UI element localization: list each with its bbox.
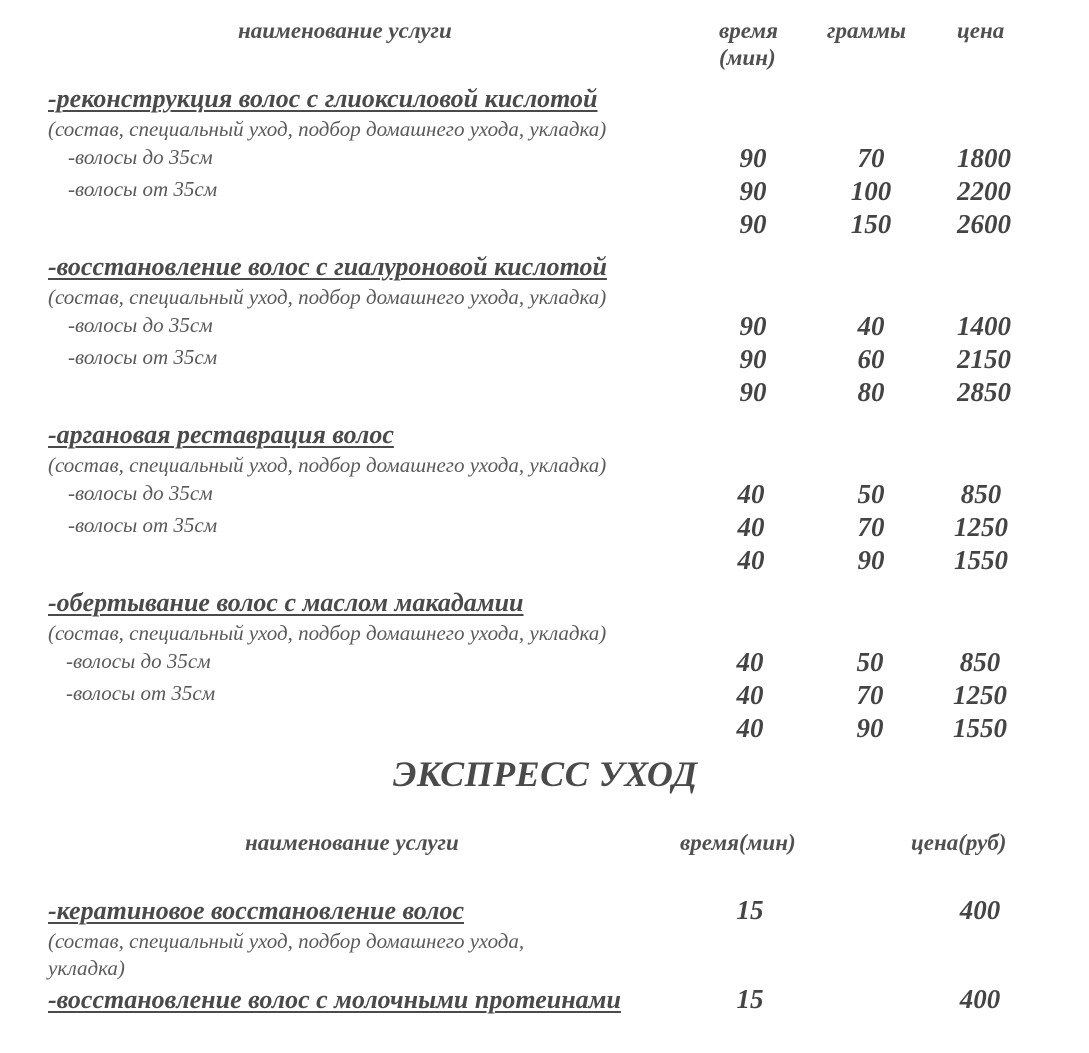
service-description: (состав, специальный уход, подбор домашнего ухода, укладка) [48, 285, 607, 309]
grams-value: 100 [850, 176, 892, 206]
express-time-value: 15 [736, 895, 764, 925]
grams-value: 60 [857, 344, 885, 374]
variant-label: -волосы от 35см [68, 513, 218, 537]
service-description: (состав, специальный уход, подбор домашнего ухода, укладка) [48, 453, 607, 477]
express-header-time: время(мин) [680, 830, 796, 855]
time-value: 90 [739, 344, 767, 374]
grams-value: 70 [856, 680, 884, 710]
express-header-service-name: наименование услуги [245, 830, 459, 855]
header-service-name: наименование услуги [238, 18, 452, 43]
price-value: 2150 [957, 344, 1011, 374]
price-value: 850 [960, 479, 1002, 509]
express-time-value: 15 [736, 984, 764, 1014]
grams-value: 70 [857, 143, 885, 173]
express-header-price: цена(руб) [911, 830, 1007, 855]
price-value: 1400 [957, 311, 1011, 341]
time-value: 90 [739, 176, 767, 206]
variant-label: -волосы от 35см [66, 681, 216, 705]
express-price-value: 400 [959, 984, 1001, 1014]
time-value: 90 [739, 209, 767, 239]
price-value: 2200 [957, 176, 1011, 206]
variant-label: -волосы до 35см [66, 649, 211, 673]
time-value: 90 [739, 311, 767, 341]
variant-label: -волосы до 35см [68, 313, 213, 337]
header-time: время [719, 18, 779, 43]
grams-value: 50 [856, 647, 884, 677]
grams-value: 90 [856, 713, 884, 743]
grams-value: 50 [857, 479, 885, 509]
time-value: 40 [737, 479, 765, 509]
express-service-title: -восстановление волос с молочными протеинами [48, 985, 621, 1014]
variant-label: -волосы до 35см [68, 145, 213, 169]
express-price-value: 400 [959, 895, 1001, 925]
grams-value: 80 [857, 377, 885, 407]
header-time-unit: (мин) [719, 45, 776, 70]
header-price: цена [957, 18, 1005, 43]
service-title: -обертывание волос с маслом макадамии [48, 588, 524, 617]
express-service-title: -кератиновое восстановление волос [48, 896, 464, 925]
express-service-description: укладка) [48, 956, 125, 980]
time-value: 90 [739, 377, 767, 407]
time-value: 40 [737, 545, 765, 575]
price-value: 2850 [957, 377, 1011, 407]
price-value: 1550 [954, 545, 1008, 575]
price-value: 1250 [953, 680, 1007, 710]
price-value: 1800 [957, 143, 1011, 173]
grams-value: 70 [857, 512, 885, 542]
express-service-description: (состав, специальный уход, подбор домашнего ухода, [48, 929, 525, 953]
price-value: 850 [959, 647, 1001, 677]
service-description: (состав, специальный уход, подбор домашнего ухода, укладка) [48, 621, 607, 645]
header-grams: граммы [827, 18, 906, 43]
service-title: -восстановление волос с гиалуроновой кислотой [48, 252, 607, 281]
variant-label: -волосы от 35см [68, 177, 218, 201]
time-value: 90 [739, 143, 767, 173]
express-section-title: ЭКСПРЕСС УХОД [393, 754, 698, 794]
grams-value: 40 [857, 311, 885, 341]
time-value: 40 [737, 512, 765, 542]
variant-label: -волосы от 35см [68, 345, 218, 369]
grams-value: 150 [850, 209, 892, 239]
price-value: 2600 [957, 209, 1011, 239]
price-value: 1550 [953, 713, 1007, 743]
grams-value: 90 [857, 545, 885, 575]
service-title: -аргановая реставрация волос [48, 420, 394, 449]
time-value: 40 [736, 647, 764, 677]
price-value: 1250 [954, 512, 1008, 542]
time-value: 40 [736, 713, 764, 743]
time-value: 40 [736, 680, 764, 710]
variant-label: -волосы до 35см [68, 481, 213, 505]
service-description: (состав, специальный уход, подбор домашнего ухода, укладка) [48, 117, 607, 141]
service-title: -реконструкция волос с глиоксиловой кислотой [48, 84, 598, 113]
